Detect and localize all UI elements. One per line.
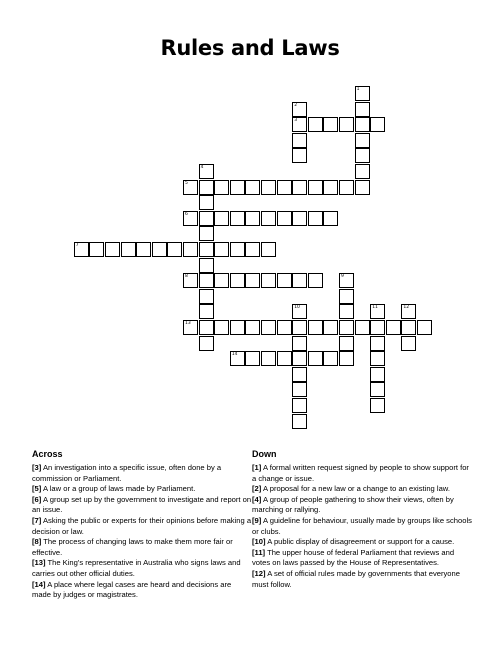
clue-number: 8 [185,274,188,280]
down-clue [252,537,474,548]
across-clue [32,463,252,484]
crossword-cell[interactable] [370,367,385,382]
crossword-cell[interactable] [370,351,385,366]
crossword-cell[interactable] [277,320,292,335]
clue-number: 14 [231,352,238,358]
crossword-cell[interactable] [136,242,151,257]
crossword-cell[interactable] [292,336,307,351]
crossword-cell[interactable] [261,273,276,288]
clue-text: A proposal for a new law or a change to an existing law. [261,484,450,494]
across-clue [32,484,252,495]
crossword-cell[interactable] [245,351,260,366]
crossword-cell[interactable] [199,242,214,257]
crossword-cell[interactable] [230,211,245,226]
crossword-cell[interactable] [355,320,370,335]
crossword-cell[interactable] [370,382,385,397]
clue-number: 12 [403,305,410,311]
clue-number: 3 [294,118,298,124]
crossword-cell[interactable] [230,180,245,195]
clue-text: A group set up by the government to investigate and report on an issue. [32,494,252,515]
down-clue [252,548,474,569]
clue-text: A formal written request signed by people to show support for a change or issue. [252,463,469,483]
crossword-cell-13[interactable] [183,320,198,335]
across-clues [32,449,252,601]
clue-label: [13] [32,558,46,568]
crossword-cell[interactable] [183,242,198,257]
clue-label: [14] [32,579,46,589]
clue-text: A group of people gathering to show their views, often by marching or rallying. [252,494,454,515]
clue-text: The process of changing laws to make them more fair or effective. [32,537,233,557]
crossword-cell[interactable] [401,336,416,351]
crossword-cell-3[interactable] [292,117,307,132]
crossword-cell[interactable] [199,180,214,195]
clue-number: 9 [341,274,344,280]
clue-label: [8] [32,537,42,547]
clue-label: [6] [32,494,42,504]
crossword-cell[interactable] [199,273,214,288]
crossword-cell[interactable] [277,211,292,226]
crossword-cell[interactable] [292,320,307,335]
crossword-cell[interactable] [308,211,323,226]
crossword-cell[interactable] [308,117,323,132]
crossword-cell[interactable] [199,211,214,226]
crossword-cell[interactable] [292,367,307,382]
crossword-cell[interactable] [308,180,323,195]
crossword-cell[interactable] [199,195,214,210]
clue-number: 5 [185,180,188,186]
crossword-cell[interactable] [121,242,136,257]
crossword-cell[interactable] [230,273,245,288]
clue-label: [7] [32,515,42,525]
across-heading: Across [32,449,63,459]
crossword-cell[interactable] [308,320,323,335]
clue-label: [5] [32,484,42,494]
crossword-cell[interactable] [292,211,307,226]
crossword-cell[interactable] [308,351,323,366]
crossword-cell[interactable] [214,242,229,257]
down-heading: Down [252,449,277,459]
clue-label: [9] [252,515,262,525]
crossword-cell[interactable] [323,211,338,226]
crossword-cell[interactable] [355,117,370,132]
crossword-cell[interactable] [199,226,214,241]
crossword-cell-6[interactable] [183,211,198,226]
crossword-cell[interactable] [277,351,292,366]
across-clue [32,495,252,516]
across-clue-list [32,463,252,601]
crossword-cell[interactable] [261,242,276,257]
crossword-cell[interactable] [401,320,416,335]
down-clues [252,449,474,590]
crossword-cell[interactable] [323,117,338,132]
clue-text: An investigation into a specific issue, often done by a commission or Parliament. [32,463,222,483]
crossword-cell-11[interactable] [370,304,385,319]
crossword-cell[interactable] [261,351,276,366]
across-clue [32,537,252,558]
crossword-cell[interactable] [230,242,245,257]
crossword-cell[interactable] [214,273,229,288]
clue-number: 1 [356,87,360,92]
crossword-cell[interactable] [339,304,354,319]
crossword-cell[interactable] [214,320,229,335]
crossword-cell-8[interactable] [183,273,198,288]
crossword-cell[interactable] [214,180,229,195]
clue-label: [11] [252,547,266,557]
crossword-cell[interactable] [292,148,307,163]
clue-text: A set of official rules made by governments that everyone must follow. [252,568,460,589]
clue-text: A place where legal cases are heard and decisions are made by judges or magistrates. [32,579,232,600]
crossword-cell[interactable] [417,320,432,335]
down-clue [252,516,474,537]
crossword-cell[interactable] [292,414,307,429]
across-clue [32,516,252,537]
crossword-cell[interactable] [292,398,307,413]
crossword-cell[interactable] [339,336,354,351]
clue-label: [12] [252,568,266,578]
crossword-cell[interactable] [261,320,276,335]
across-clue [32,558,252,579]
crossword-cell[interactable] [245,242,260,257]
crossword-cell[interactable] [386,320,401,335]
crossword-cell-10[interactable] [292,304,307,319]
crossword-cell[interactable] [323,320,338,335]
crossword-cell[interactable] [292,133,307,148]
clue-number: 10 [294,305,300,311]
crossword-cell[interactable] [370,117,385,132]
crossword-cell[interactable] [245,273,260,288]
clue-number: 7 [75,243,79,248]
crossword-cell[interactable] [199,289,214,304]
crossword-cell[interactable] [355,164,370,179]
clue-number: 13 [185,321,191,326]
crossword-cell[interactable] [105,242,120,257]
crossword-cell[interactable] [292,180,307,195]
down-clue [252,463,474,484]
crossword-cell[interactable] [339,180,354,195]
clue-text: A guideline for behaviour, usually made by groups like schools or clubs. [252,515,472,536]
clue-number: 2 [294,102,298,108]
crossword-cell[interactable] [339,320,354,335]
crossword-cell[interactable] [245,320,260,335]
clue-text: A public display of disagreement or support for a cause. [265,537,455,547]
clue-number: 6 [185,211,188,217]
crossword-cell[interactable] [308,273,323,288]
crossword-cell[interactable] [370,336,385,351]
crossword-cell[interactable] [245,180,260,195]
crossword-cell-7[interactable] [74,242,89,257]
crossword-cell[interactable] [214,211,229,226]
crossword-cell[interactable] [230,320,245,335]
crossword-cell[interactable] [339,289,354,304]
crossword-cell[interactable] [355,180,370,195]
clue-label: [2] [252,484,262,494]
crossword-cell[interactable] [245,211,260,226]
crossword-cell[interactable] [339,117,354,132]
crossword-cell[interactable] [89,242,104,257]
crossword-cell[interactable] [167,242,182,257]
puzzle-title: Rules and Laws [160,36,340,60]
crossword-cell[interactable] [261,211,276,226]
crossword-cell-4[interactable] [199,164,214,179]
clue-number: 4 [200,165,204,170]
clue-label: [1] [252,463,262,472]
crossword-cell-14[interactable] [230,351,245,366]
clue-text: The King's representative in Australia who signs laws and carries out other official duties. [32,558,241,578]
crossword-cell[interactable] [292,273,307,288]
crossword-cell[interactable] [152,242,167,257]
crossword-cell[interactable] [323,180,338,195]
clue-label: [4] [252,494,262,504]
clue-label: [3] [32,463,42,472]
crossword-cell[interactable] [277,273,292,288]
crossword-cell-12[interactable] [401,304,416,319]
clue-label: [10] [252,537,266,547]
crossword-cell[interactable] [339,351,354,366]
clue-text: Asking the public or experts for their opinions before making a decision or law. [32,515,252,536]
crossword-cell[interactable] [261,180,276,195]
crossword-cell[interactable] [199,304,214,319]
down-clue [252,484,474,495]
crossword-cell[interactable] [199,320,214,335]
down-clue [252,569,474,590]
clue-text: A law or a group of laws made by Parliament. [41,484,196,494]
crossword-cell[interactable] [355,133,370,148]
crossword-cell[interactable] [292,351,307,366]
crossword-cell[interactable] [323,351,338,366]
crossword-cell[interactable] [292,382,307,397]
crossword-cell[interactable] [199,336,214,351]
down-clue [252,495,474,516]
crossword-cell[interactable] [355,102,370,117]
crossword-cell-5[interactable] [183,180,198,195]
crossword-cell[interactable] [355,148,370,163]
across-clue [32,580,252,601]
crossword-cell-9[interactable] [339,273,354,288]
crossword-cell[interactable] [199,258,214,273]
clue-text: The upper house of federal Parliament that reviews and votes on laws passed by the House of Representatives. [252,547,455,568]
crossword-cell[interactable] [370,320,385,335]
down-clue-list [252,463,474,590]
crossword-cell[interactable] [370,398,385,413]
crossword-cell-2[interactable] [292,102,307,117]
clue-number: 11 [372,305,378,311]
crossword-cell-1[interactable] [355,86,370,101]
crossword-cell[interactable] [277,180,292,195]
